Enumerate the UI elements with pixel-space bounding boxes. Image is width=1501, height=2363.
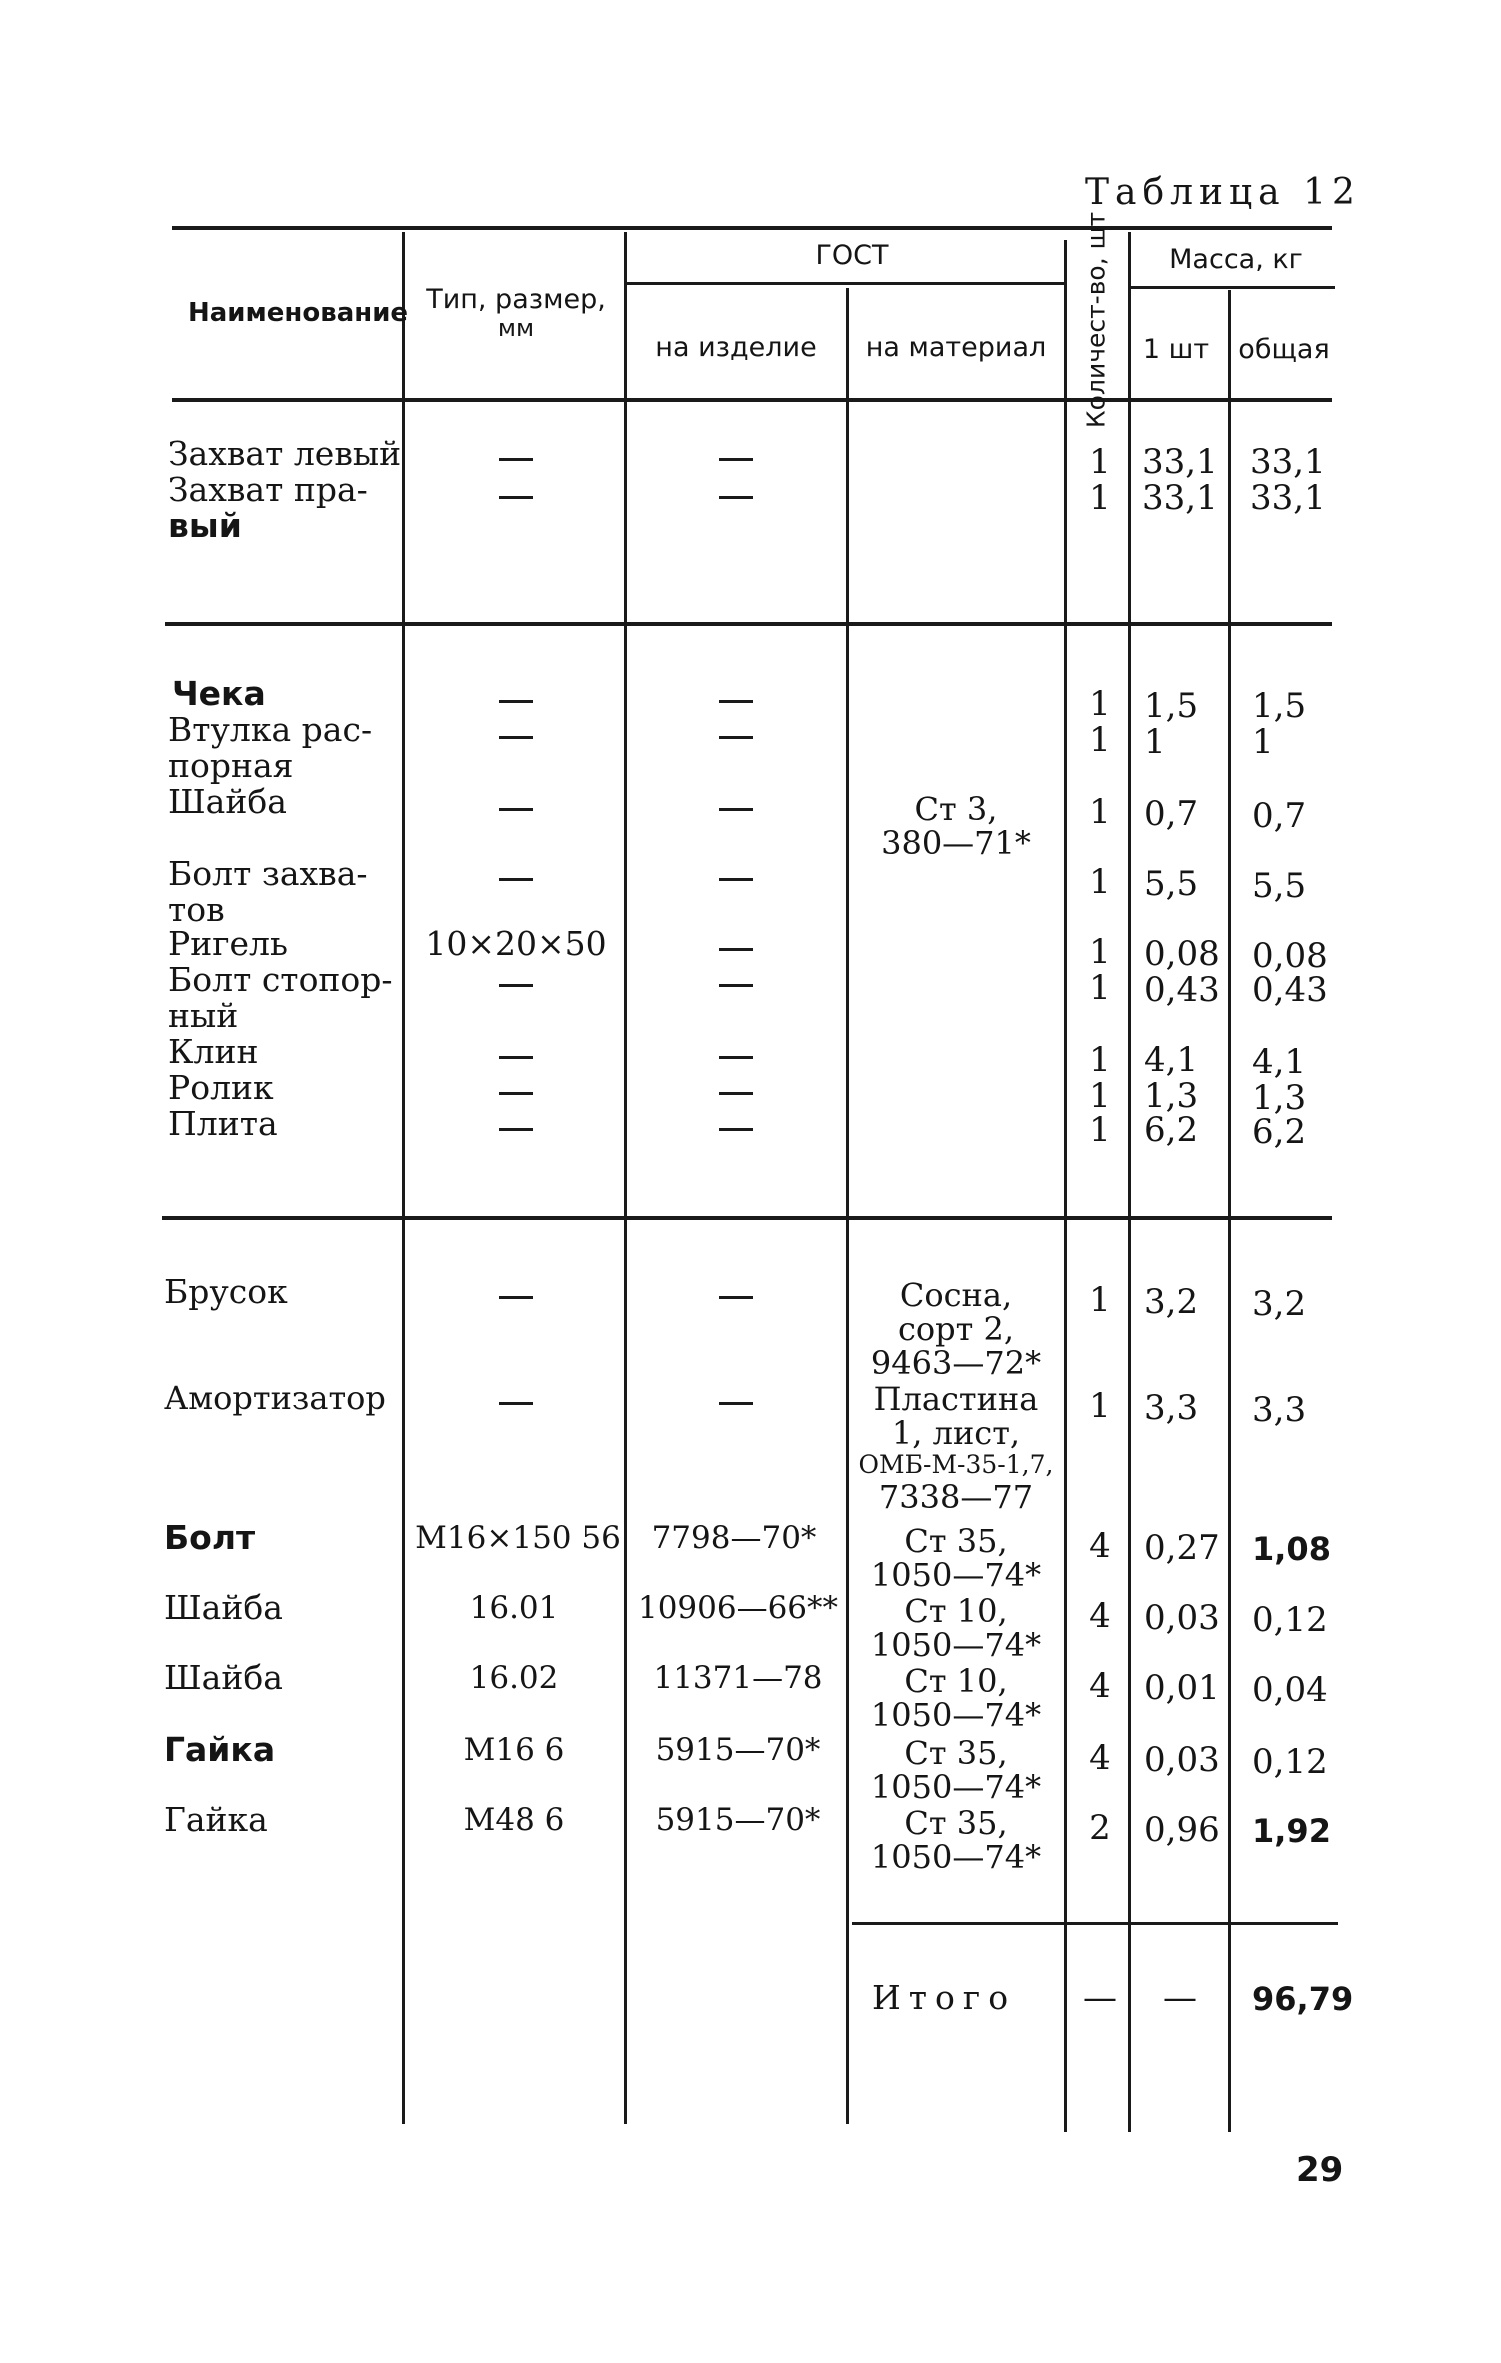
dash bbox=[719, 736, 753, 739]
dash bbox=[719, 808, 753, 811]
row-qty: 1 bbox=[1089, 1280, 1111, 1320]
dash bbox=[499, 1056, 533, 1059]
row-mass-total: 5,5 bbox=[1252, 866, 1307, 906]
total-mass-one: — bbox=[1163, 1978, 1197, 2018]
row-qty: 1 bbox=[1089, 720, 1111, 760]
row-mass-one: 6,2 bbox=[1144, 1110, 1199, 1150]
dash bbox=[719, 878, 753, 881]
row-name: Брусок bbox=[164, 1272, 288, 1311]
total-mass: 96,79 bbox=[1252, 1980, 1354, 2018]
row-material: Ст 35, bbox=[904, 1804, 1008, 1842]
dash bbox=[499, 1402, 533, 1405]
row-size: 16.01 bbox=[469, 1590, 559, 1626]
row-name: Втулка рас- bbox=[168, 710, 373, 749]
row-mass-total: 0,7 bbox=[1252, 796, 1307, 836]
row-material: 1050—74* bbox=[870, 1768, 1042, 1806]
row-material: 9463—72* bbox=[870, 1344, 1042, 1382]
dash bbox=[499, 700, 533, 703]
row-name: Болт стопор- bbox=[168, 960, 393, 999]
dash bbox=[499, 736, 533, 739]
row-mass-total: 33,1 bbox=[1250, 442, 1326, 482]
row-mass-total: 33,1 bbox=[1250, 478, 1326, 518]
dash bbox=[499, 496, 533, 499]
total-qty: — bbox=[1083, 1978, 1117, 2018]
row-mass-total: 1,5 bbox=[1252, 686, 1307, 726]
row-name-cont: тов bbox=[168, 890, 225, 929]
row-gost-product: 11371—78 bbox=[653, 1660, 823, 1696]
row-material: 1050—74* bbox=[870, 1696, 1042, 1734]
dash bbox=[719, 1128, 753, 1131]
row-qty: 1 bbox=[1089, 478, 1111, 518]
row-mass-one: 0,27 bbox=[1144, 1528, 1220, 1568]
row-name-cont: вый bbox=[168, 506, 242, 545]
col-line-1 bbox=[402, 232, 405, 2124]
row-name: Шайба bbox=[164, 1588, 283, 1627]
dash bbox=[499, 458, 533, 461]
dash bbox=[719, 458, 753, 461]
row-size: 16.02 bbox=[469, 1660, 559, 1696]
row-name-cont: порная bbox=[168, 746, 294, 785]
row-qty: 1 bbox=[1089, 1040, 1111, 1080]
row-qty: 1 bbox=[1089, 1076, 1111, 1116]
header-name: Наименование bbox=[188, 298, 409, 328]
row-qty: 1 bbox=[1089, 1386, 1111, 1426]
row-mass-total: 0,08 bbox=[1252, 936, 1328, 976]
row-material: 1050—74* bbox=[870, 1556, 1042, 1594]
row-material: Пластина bbox=[873, 1380, 1039, 1418]
dash bbox=[719, 984, 753, 987]
row-mass-one: 0,08 bbox=[1144, 934, 1220, 974]
row-material: ОМБ-М-35-1,7, bbox=[858, 1450, 1054, 1479]
row-name: Шайба bbox=[164, 1658, 283, 1697]
header-gost-material: на материал bbox=[865, 332, 1047, 363]
row-mass-one: 1,5 bbox=[1144, 686, 1199, 726]
row-name: Ригель bbox=[168, 924, 288, 963]
row-name: Амортизатор bbox=[164, 1379, 386, 1417]
row-mass-total: 0,04 bbox=[1252, 1670, 1328, 1710]
table-caption: Таблица 12 bbox=[1085, 172, 1361, 213]
header-mass: Масса, кг bbox=[1169, 244, 1303, 275]
total-top-rule bbox=[852, 1922, 1338, 1925]
page-number: 29 bbox=[1296, 2150, 1344, 2190]
row-size: 10×20×50 bbox=[425, 924, 607, 963]
row-material: Ст 10, bbox=[904, 1592, 1008, 1630]
dash bbox=[499, 1296, 533, 1299]
row-size: М48 6 bbox=[463, 1802, 565, 1838]
row-qty: 4 bbox=[1089, 1666, 1111, 1706]
row-mass-one: 1 bbox=[1144, 722, 1166, 762]
row-mass-one: 3,2 bbox=[1144, 1282, 1199, 1322]
col-line-3 bbox=[846, 288, 849, 2124]
dash bbox=[719, 1092, 753, 1095]
row-qty: 4 bbox=[1089, 1526, 1111, 1566]
header-mass-one: 1 шт bbox=[1142, 334, 1210, 365]
dash bbox=[499, 1128, 533, 1131]
row-mass-total: 0,43 bbox=[1252, 970, 1328, 1010]
row-mass-total: 1 bbox=[1252, 722, 1274, 762]
row-mass-one: 5,5 bbox=[1144, 864, 1199, 904]
row-mass-one: 0,43 bbox=[1144, 970, 1220, 1010]
row-mass-total: 1,92 bbox=[1252, 1812, 1331, 1850]
row-material: Ст 35, bbox=[904, 1522, 1008, 1560]
row-qty: 1 bbox=[1089, 442, 1111, 482]
row-qty: 1 bbox=[1089, 1110, 1111, 1150]
header-type-size-unit: мм bbox=[497, 314, 535, 342]
mass-header-rule bbox=[1130, 286, 1335, 289]
row-name-cont: ный bbox=[168, 996, 239, 1035]
header-type-size: Тип, размер, bbox=[426, 284, 606, 315]
row-mass-total: 0,12 bbox=[1252, 1600, 1328, 1640]
row-qty: 1 bbox=[1089, 684, 1111, 724]
row-material: 7338—77 bbox=[878, 1478, 1034, 1516]
row-mass-total: 3,3 bbox=[1252, 1390, 1307, 1430]
dash bbox=[499, 878, 533, 881]
row-material: Ст 3, bbox=[914, 790, 998, 828]
row-qty: 2 bbox=[1089, 1808, 1111, 1848]
row-gost-product: 10906—66** bbox=[637, 1590, 839, 1626]
row-mass-total: 3,2 bbox=[1252, 1284, 1307, 1324]
row-mass-total: 1,08 bbox=[1252, 1530, 1331, 1568]
row-mass-total: 4,1 bbox=[1252, 1042, 1307, 1082]
dash bbox=[719, 1056, 753, 1059]
row-mass-one: 0,03 bbox=[1144, 1598, 1220, 1638]
row-material: сорт 2, bbox=[897, 1310, 1015, 1348]
col-line-6 bbox=[1228, 290, 1231, 2132]
row-qty: 1 bbox=[1089, 792, 1111, 832]
row-qty: 4 bbox=[1089, 1738, 1111, 1778]
row-mass-one: 33,1 bbox=[1142, 442, 1218, 482]
header-gost-product: на изделие bbox=[655, 332, 817, 363]
row-gost-product: 5915—70* bbox=[655, 1802, 821, 1838]
row-name: Плита bbox=[168, 1104, 278, 1143]
dash bbox=[719, 496, 753, 499]
dash bbox=[499, 984, 533, 987]
row-gost-product: 5915—70* bbox=[655, 1732, 821, 1768]
header-bottom-rule bbox=[172, 398, 1332, 402]
total-label: Итого bbox=[872, 1978, 1017, 2017]
row-name: Клин bbox=[168, 1032, 259, 1071]
col-line-5 bbox=[1128, 232, 1131, 2132]
row-material: 1050—74* bbox=[870, 1626, 1042, 1664]
header-mass-total: общая bbox=[1238, 334, 1330, 365]
row-gost-product: 7798—70* bbox=[651, 1520, 817, 1556]
row-mass-one: 3,3 bbox=[1144, 1388, 1199, 1428]
row-mass-one: 0,03 bbox=[1144, 1740, 1220, 1780]
row-size: М16 6 bbox=[463, 1732, 565, 1768]
row-mass-total: 1,3 bbox=[1252, 1078, 1307, 1118]
row-mass-total: 0,12 bbox=[1252, 1742, 1328, 1782]
row-name: Захват пра- bbox=[168, 470, 368, 509]
row-mass-one: 1,3 bbox=[1144, 1076, 1199, 1116]
row-name: Чека bbox=[172, 674, 266, 713]
row-size: М16×150 56 bbox=[415, 1520, 621, 1556]
row-mass-one: 0,01 bbox=[1144, 1668, 1220, 1708]
col-line-4 bbox=[1064, 240, 1067, 2132]
header-gost: ГОСТ bbox=[815, 240, 889, 271]
dash bbox=[499, 808, 533, 811]
row-material: Ст 10, bbox=[904, 1662, 1008, 1700]
row-qty: 1 bbox=[1089, 862, 1111, 902]
dash bbox=[719, 948, 753, 951]
row-mass-one: 0,7 bbox=[1144, 794, 1199, 834]
header-quantity: Количест-во, шт bbox=[1081, 211, 1111, 429]
gost-header-rule bbox=[626, 282, 1066, 285]
row-name: Захват левый bbox=[168, 434, 402, 473]
row-material: 1050—74* bbox=[870, 1838, 1042, 1876]
row-name: Гайка bbox=[164, 1730, 276, 1769]
dash bbox=[719, 1402, 753, 1405]
row-mass-one: 4,1 bbox=[1144, 1040, 1199, 1080]
row-qty: 1 bbox=[1089, 968, 1111, 1008]
col-line-2 bbox=[624, 232, 627, 2124]
header-top-rule bbox=[172, 226, 1332, 230]
dash bbox=[499, 1092, 533, 1095]
row-material: Сосна, bbox=[899, 1276, 1013, 1314]
row-name: Болт bbox=[164, 1518, 256, 1557]
row-qty: 4 bbox=[1089, 1596, 1111, 1636]
row-mass-one: 33,1 bbox=[1142, 478, 1218, 518]
row-material: 380—71* bbox=[881, 824, 1031, 862]
row-qty: 1 bbox=[1089, 932, 1111, 972]
row-material: 1, лист, bbox=[891, 1414, 1021, 1452]
row-name: Болт захва- bbox=[168, 854, 368, 893]
row-mass-total: 6,2 bbox=[1252, 1112, 1307, 1152]
dash bbox=[719, 700, 753, 703]
row-material: Ст 35, bbox=[904, 1734, 1008, 1772]
row-name: Ролик bbox=[168, 1068, 274, 1107]
section1-bottom-rule bbox=[165, 622, 1332, 626]
row-name: Гайка bbox=[164, 1800, 268, 1839]
dash bbox=[719, 1296, 753, 1299]
section2-bottom-rule bbox=[162, 1216, 1332, 1220]
row-mass-one: 0,96 bbox=[1144, 1810, 1220, 1850]
row-name: Шайба bbox=[168, 782, 287, 821]
